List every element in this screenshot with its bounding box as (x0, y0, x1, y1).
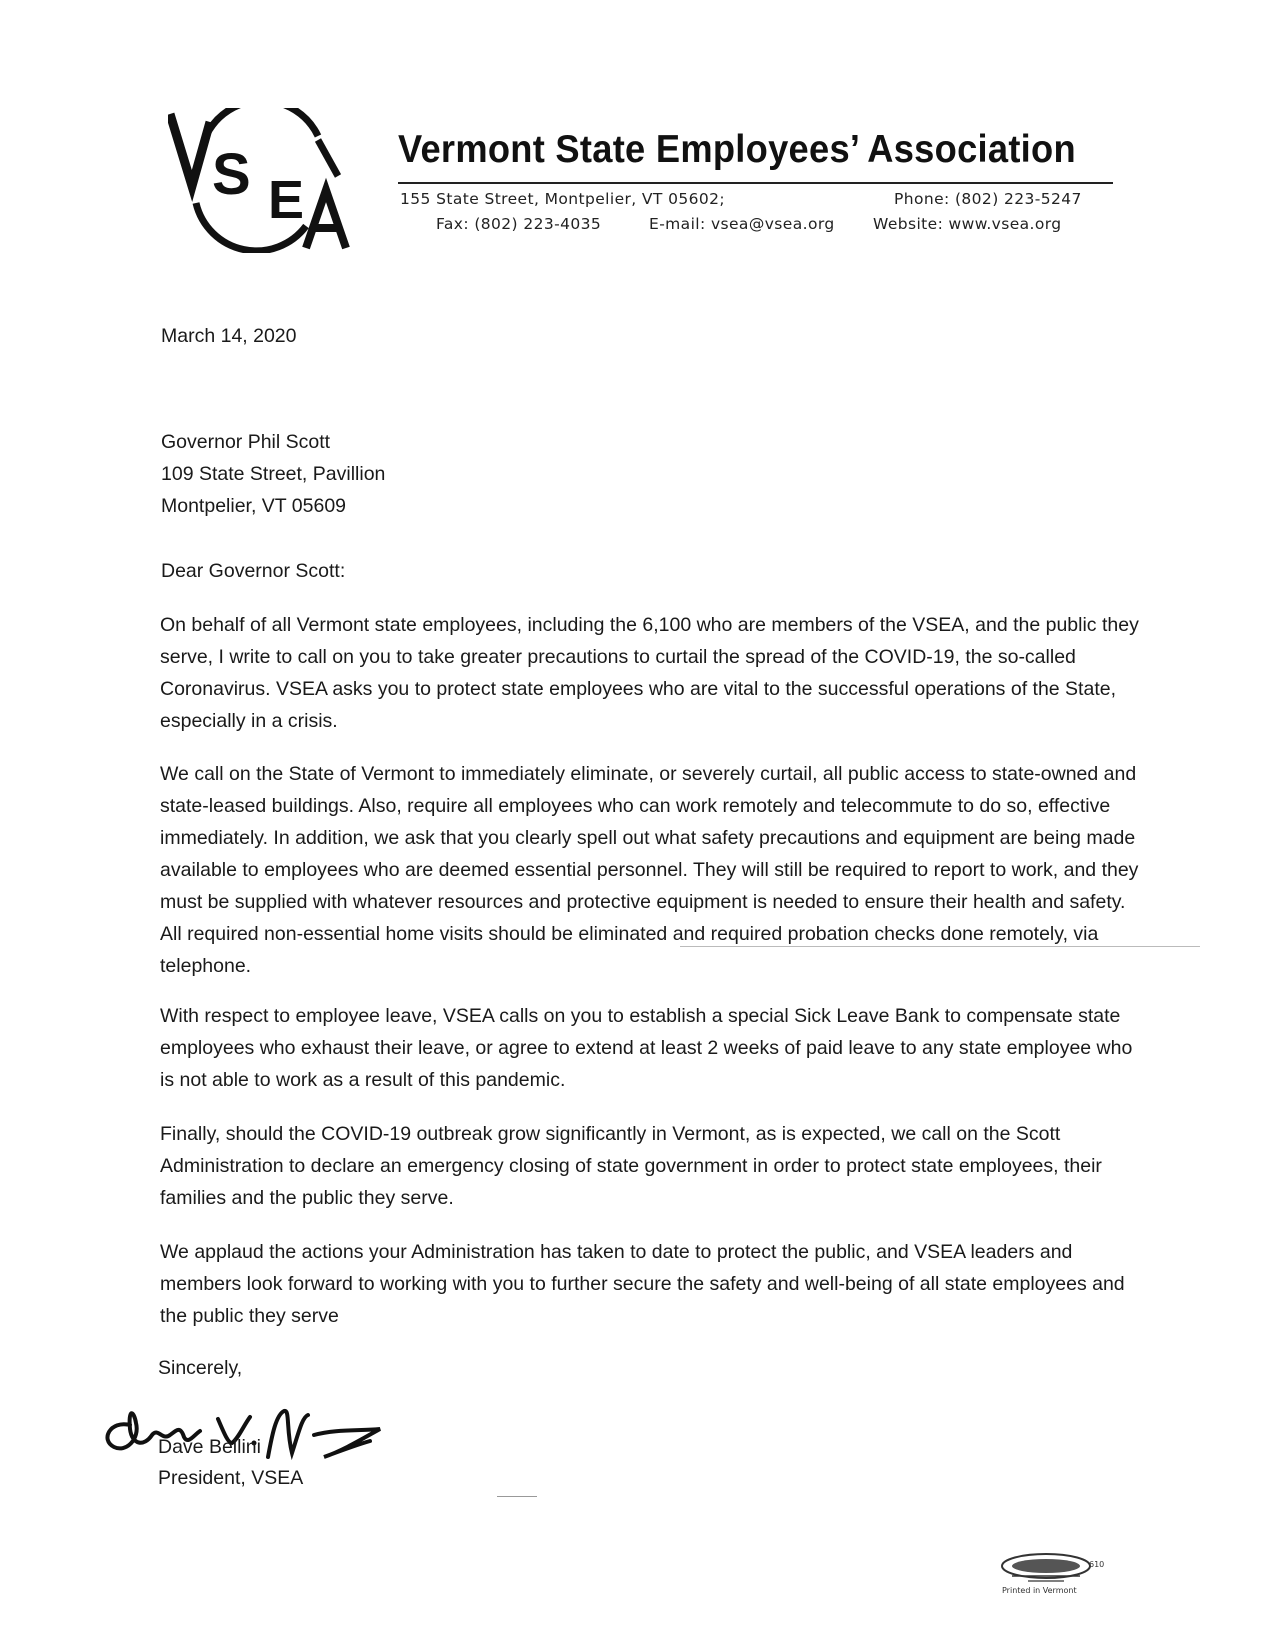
union-bug-number: 610 (1089, 1560, 1105, 1569)
org-email: E-mail: vsea@vsea.org (649, 215, 835, 233)
body-paragraph: Finally, should the COVID-19 outbreak grow significantly in Vermont, as is expected, we call on the Scott Administration to declare an emergency closing of state government in order to protect state employees, their families and the public they serve. (160, 1123, 1102, 1209)
org-website: Website: www.vsea.org (873, 215, 1062, 233)
recipient-line: 109 State Street, Pavillion (161, 463, 386, 485)
svg-text:E: E (268, 170, 305, 230)
recipient-address (161, 426, 385, 522)
letterhead-rule (398, 182, 1113, 184)
recipient-line: Governor Phil Scott (161, 431, 331, 453)
recipient-line: Montpelier, VT 05609 (161, 495, 347, 517)
letter-date: March 14, 2020 (161, 325, 297, 347)
signer-block (158, 1432, 303, 1494)
org-phone: Phone: (802) 223-5247 (894, 190, 1082, 208)
union-printing-bug-icon (998, 1548, 1108, 1590)
union-bug-label: Printed in Vermont (1002, 1586, 1077, 1595)
scan-artifact-line (497, 1496, 537, 1497)
org-fax: Fax: (802) 223-4035 (436, 215, 602, 233)
signer-title: President, VSEA (158, 1467, 304, 1489)
closing: Sincerely, (158, 1357, 243, 1379)
salutation: Dear Governor Scott: (161, 560, 346, 582)
body-paragraph: On behalf of all Vermont state employees, including the 6,100 who are members of the VSEA, and the public they serve, I write to call on you to take greater precautions to curtail the spread of the COVID-19, the so-called Coronavirus. VSEA asks you to protect state employees who are vital to the successful operations of the State, especially in a crisis. (160, 614, 1139, 732)
body-paragraph: We applaud the actions your Administration has taken to date to protect the public, and VSEA leaders and members look forward to working with you to further secure the safety and well-being of all state employees and the public they serve (160, 1241, 1125, 1327)
organization-name: Vermont State Employees’ Association (398, 128, 1076, 171)
vsea-logo (168, 108, 358, 253)
svg-text:S: S (212, 142, 251, 207)
body-paragraph: We call on the State of Vermont to immediately eliminate, or severely curtail, all public access to state-owned and state-leased buildings. Also, require all employees who can work remotely and telecommute to do so, effective immediately. In addition, we ask that you clearly spell out what safety precautions and equipment are being made available to employees who are deemed essential personnel. They will still be required to report to work, and they must be supplied with whatever resources and protective equipment is needed to ensure their health and safety. All required non-essential home visits should be eliminated and required probation checks done remotely, via telephone. (160, 763, 1139, 977)
body-paragraph: With respect to employee leave, VSEA calls on you to establish a special Sick Leave Bank to compensate state employees who exhaust their leave, or agree to extend at least 2 weeks of paid leave to any state employee who is not able to work as a result of this pandemic. (160, 1005, 1133, 1091)
signer-name: Dave Bellini (158, 1436, 261, 1458)
scan-artifact-line (680, 946, 1200, 947)
org-address: 155 State Street, Montpelier, VT 05602; (400, 190, 726, 208)
